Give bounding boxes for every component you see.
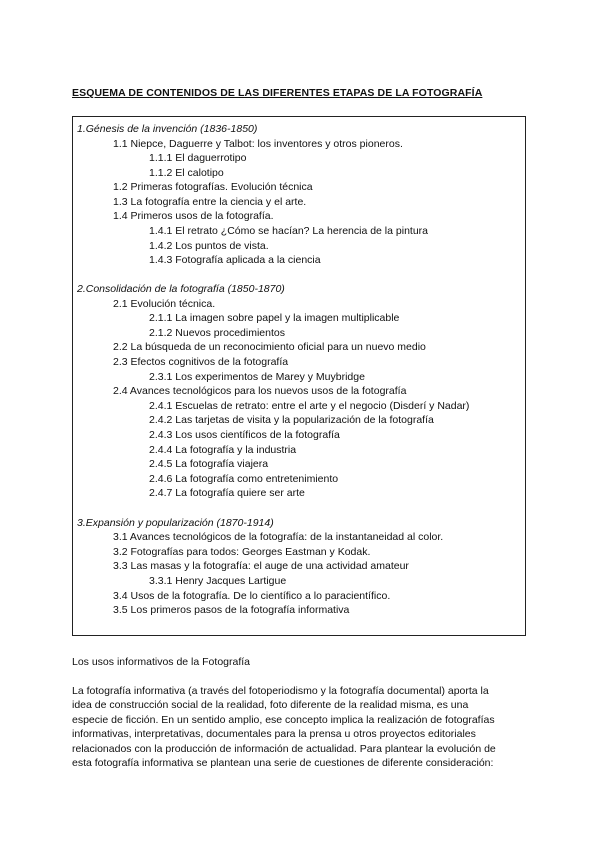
outline-subitem: 2.1.2 Nuevos procedimientos bbox=[149, 327, 285, 339]
outline-item: 3.4 Usos de la fotografía. De lo científico a lo paracientífico. bbox=[113, 590, 391, 602]
outline-item: 3.5 Los primeros pasos de la fotografía informativa bbox=[113, 604, 350, 616]
outline-subitem: 2.4.5 La fotografía viajera bbox=[149, 458, 269, 470]
outline-item: 3.2 Fotografías para todos: Georges Eastman y Kodak. bbox=[113, 546, 371, 558]
outline-subitem: 2.4.4 La fotografía y la industria bbox=[149, 444, 297, 456]
outline-subitem: 3.3.1 Henry Jacques Lartigue bbox=[149, 575, 287, 587]
outline-subitem: 2.4.6 La fotografía como entretenimiento bbox=[149, 473, 339, 485]
outline-item: 1.4 Primeros usos de la fotografía. bbox=[113, 210, 274, 222]
section-heading: 3.Expansión y popularización (1870-1914) bbox=[77, 517, 274, 529]
outline-subitem: 2.4.2 Las tarjetas de visita y la popularización de la fotografía bbox=[149, 414, 434, 426]
outline-item: 3.1 Avances tecnológicos de la fotografía: de la instantaneidad al color. bbox=[113, 531, 444, 543]
outline-subitem: 1.1.2 El calotipo bbox=[149, 167, 224, 179]
outline-item: 1.2 Primeras fotografías. Evolución técnica bbox=[113, 181, 313, 193]
subheading: Los usos informativos de la Fotografía bbox=[72, 656, 251, 668]
outline-subitem: 1.1.1 El daguerrotipo bbox=[149, 152, 247, 164]
outline-item: 2.4 Avances tecnológicos para los nuevos usos de la fotografía bbox=[113, 385, 407, 397]
outline-subitem: 1.4.1 El retrato ¿Cómo se hacían? La herencia de la pintura bbox=[149, 225, 428, 237]
outline-subitem: 1.4.2 Los puntos de vista. bbox=[149, 240, 269, 252]
paragraph-line: informativas, interpretativas, documentales para la prensa u otros proyectos editoriales bbox=[72, 728, 476, 740]
outline-item: 3.3 Las masas y la fotografía: el auge de una actividad amateur bbox=[113, 560, 409, 572]
outline-item: 2.3 Efectos cognitivos de la fotografía bbox=[113, 356, 289, 368]
outline-item: 1.3 La fotografía entre la ciencia y el arte. bbox=[113, 196, 307, 208]
paragraph-line: relacionados con la producción de información de actualidad. Para plantear la evolución de bbox=[72, 743, 496, 755]
section-heading: 2.Consolidación de la fotografía (1850-1870) bbox=[77, 283, 285, 295]
paragraph-line: idea de construcción social de la realidad, foto diferente de la realidad misma, es una bbox=[72, 699, 469, 711]
paragraph-line: esta fotografía informativa se plantean una serie de cuestiones de diferente consideración: bbox=[72, 757, 494, 769]
paragraph-line: La fotografía informativa (a través del fotoperiodismo y la fotografía documental) aporta la bbox=[72, 685, 489, 697]
outline-subitem: 2.4.3 Los usos científicos de la fotografía bbox=[149, 429, 340, 441]
outline-subitem: 2.4.7 La fotografía quiere ser arte bbox=[149, 487, 305, 499]
outline-subitem: 2.1.1 La imagen sobre papel y la imagen multiplicable bbox=[149, 312, 400, 324]
outline-item: 2.1 Evolución técnica. bbox=[113, 298, 216, 310]
outline-subitem: 2.3.1 Los experimentos de Marey y Muybridge bbox=[149, 371, 365, 383]
section-heading: 1.Génesis de la invención (1836-1850) bbox=[77, 123, 258, 135]
outline-item: 1.1 Niepce, Daguerre y Talbot: los inventores y otros pioneros. bbox=[113, 138, 403, 150]
outline-subitem: 1.4.3 Fotografía aplicada a la ciencia bbox=[149, 254, 321, 266]
outline-item: 2.2 La búsqueda de un reconocimiento oficial para un nuevo medio bbox=[113, 341, 426, 353]
outline-subitem: 2.4.1 Escuelas de retrato: entre el arte y el negocio (Disderí y Nadar) bbox=[149, 400, 470, 412]
paragraph-line: especie de ficción. En un sentido amplio, ese concepto implica la realización de fotografías bbox=[72, 714, 495, 726]
document-title: ESQUEMA DE CONTENIDOS DE LAS DIFERENTES ETAPAS DE LA FOTOGRAFÍA bbox=[72, 87, 483, 99]
